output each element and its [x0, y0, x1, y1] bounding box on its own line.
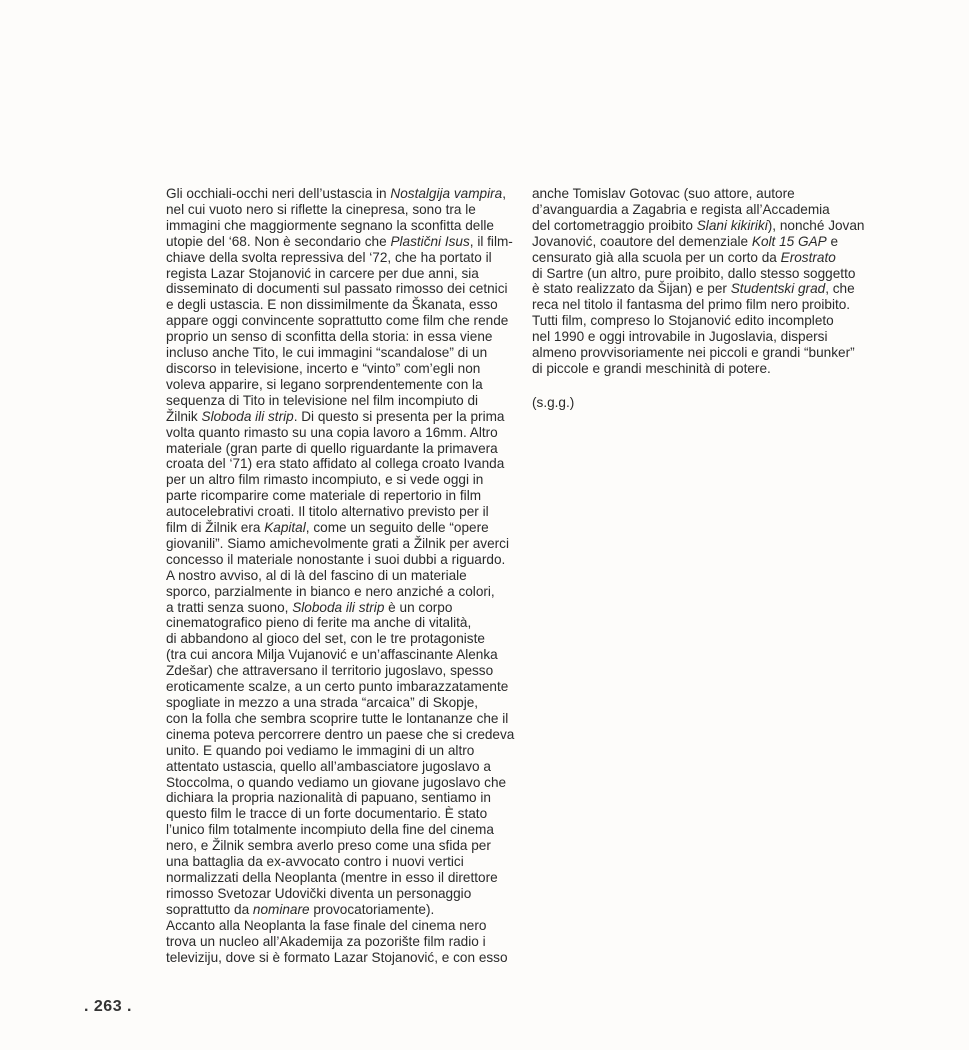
text-line: Jovanović, coautore del demenziale Kolt 15 GAP e [532, 233, 839, 249]
text-line: film di Žilnik era Kapital, come un seguito delle “opere [166, 520, 489, 536]
text-line: unito. E quando poi vediamo le immagini di un altro [166, 742, 475, 758]
text-line: televiziju, dove si è formato Lazar Stojanović, e con esso [166, 949, 508, 965]
text-line: Zdešar) che attraversano il territorio jugoslavo, spesso [166, 663, 494, 679]
text-line: giovanili”. Siamo amichevolmente grati a Žilnik per averci [166, 535, 510, 551]
text-line: concesso il materiale nonostante i suoi dubbi a riguardo. [166, 551, 506, 567]
right-text-column [532, 186, 872, 411]
text-line: utopie del ‘68. Non è secondario che Plastični Isus, il film- [166, 233, 513, 249]
text-line: Gli occhiali-occhi neri dell’ustascia in Nostalgija vampira, [166, 186, 506, 201]
author-signature: (s.g.g.) [532, 394, 575, 410]
text-line: attentato ustascia, quello all’ambasciatore jugoslavo a [166, 758, 491, 774]
text-line: normalizzati della Neoplanta (mentre in esso il direttore [166, 869, 498, 885]
text-line: nel 1990 e oggi introvabile in Jugoslavia, dispersi [532, 329, 828, 345]
text-line: Stoccolma, o quando vediamo un giovane jugoslavo che [166, 774, 507, 790]
text-line: sporco, parzialmente in bianco e nero anziché a colori, [166, 583, 495, 599]
text-line: soprattutto da nominare provocatoriamente). [166, 901, 435, 917]
text-line: regista Lazar Stojanović in carcere per due anni, sia [166, 265, 479, 281]
text-line: nel cui vuoto nero si riflette la cinepresa, sono tra le [166, 201, 476, 217]
text-line: voleva apparire, si legano sorprendentemente con la [166, 376, 483, 392]
text-line: A nostro avviso, al di là del fascino di un materiale [166, 567, 467, 583]
text-line: volta quanto rimasto su una copia lavoro a 16mm. Altro [166, 424, 498, 440]
page-number: . 263 . [84, 998, 132, 1015]
right-column-paragraph [532, 186, 872, 377]
text-line: censurato già alla scuola per un corto da Erostrato [532, 249, 836, 265]
text-line: chiave della svolta repressiva del ‘72, che ha portato il [166, 249, 492, 265]
text-line: eroticamente scalze, a un certo punto imbarazzatamente [166, 679, 509, 695]
text-line: è stato realizzato da Šijan) e per Studentski grad, che [532, 281, 855, 297]
text-line: discorso in televisione, incerto e “vinto” com’egli non [166, 360, 481, 376]
text-line: cinema poteva percorrere dentro un paese che si credeva [166, 726, 515, 742]
text-line: di abbandono al gioco del set, con le tre protagoniste [166, 631, 485, 647]
text-line: cinematografico pieno di ferite ma anche di vitalità, [166, 615, 472, 631]
text-line: anche Tomislav Gotovac (suo attore, autore [532, 186, 795, 201]
text-line: disseminato di documenti sul passato rimosso dei cetnici [166, 281, 508, 297]
text-line: (tra cui ancora Milja Vujanović e un’affascinante Alenka [166, 647, 498, 663]
text-line: rimosso Svetozar Udovički diventa un personaggio [166, 885, 472, 901]
left-column-paragraph [166, 186, 514, 965]
text-line: l’unico film totalmente incompiuto della fine del cinema [166, 822, 494, 838]
text-line: una battaglia da ex-avvocato contro i nuovi vertici [166, 854, 464, 870]
text-line: dichiara la propria nazionalità di papuano, sentiamo in [166, 790, 491, 806]
text-line: incluso anche Tito, le cui immagini “scandalose” di un [166, 345, 488, 361]
text-line: croata del ‘71) era stato affidato al collega croato Ivanda [166, 456, 505, 472]
text-line: almeno provvisoriamente nei piccoli e grandi “bunker” [532, 345, 855, 361]
text-line: questo film le tracce di un forte documentario. È stato [166, 806, 488, 822]
text-line: spogliate in mezzo a una strada “arcaica” di Skopje, [166, 695, 479, 710]
text-line: autocelebrativi croati. Il titolo alternativo previsto per il [166, 504, 489, 520]
text-line: per un altro film rimasto incompiuto, e si vede oggi in [166, 472, 484, 488]
text-line: di Sartre (un altro, pure proibito, dallo stesso soggetto [532, 265, 856, 281]
text-line: appare oggi convincente soprattutto come film che rende [166, 313, 509, 329]
text-line: a tratti senza suono, Sloboda ili strip è un corpo [166, 599, 453, 615]
text-line: Žilnik Sloboda ili strip. Di questo si presenta per la prima [166, 408, 505, 424]
left-text-column [166, 186, 514, 965]
text-line: proprio un senso di sconfitta della storia: in essa viene [166, 329, 493, 345]
text-line: con la folla che sembra scoprire tutte le lontananze che il [166, 710, 509, 726]
text-line: d’avanguardia a Zagabria e regista all’Accademia [532, 201, 830, 217]
text-line: materiale (gran parte di quello riguardante la primavera [166, 440, 498, 456]
text-line: del cortometraggio proibito Slani kikiriki), nonché Jovan [532, 217, 865, 233]
text-line: reca nel titolo il fantasma del primo film nero proibito. [532, 297, 851, 313]
text-line: nero, e Žilnik sembra averlo preso come una sfida per [166, 838, 491, 854]
text-line: trova un nucleo all’Akademija za pozorište film radio i [166, 933, 486, 949]
text-line: parte ricomparire come materiale di repertorio in film [166, 488, 482, 504]
text-line: Tutti film, compreso lo Stojanović edito incompleto [532, 313, 834, 329]
text-line: di piccole e grandi meschinità di potere. [532, 360, 771, 376]
text-line: Accanto alla Neoplanta la fase finale del cinema nero [166, 917, 487, 933]
text-line: immagini che maggiormente segnano la sconfitta delle [166, 217, 494, 233]
text-line: e degli ustascia. E non dissimilmente da Škanata, esso [166, 297, 498, 313]
text-line: sequenza di Tito in televisione nel film incompiuto di [166, 392, 479, 408]
